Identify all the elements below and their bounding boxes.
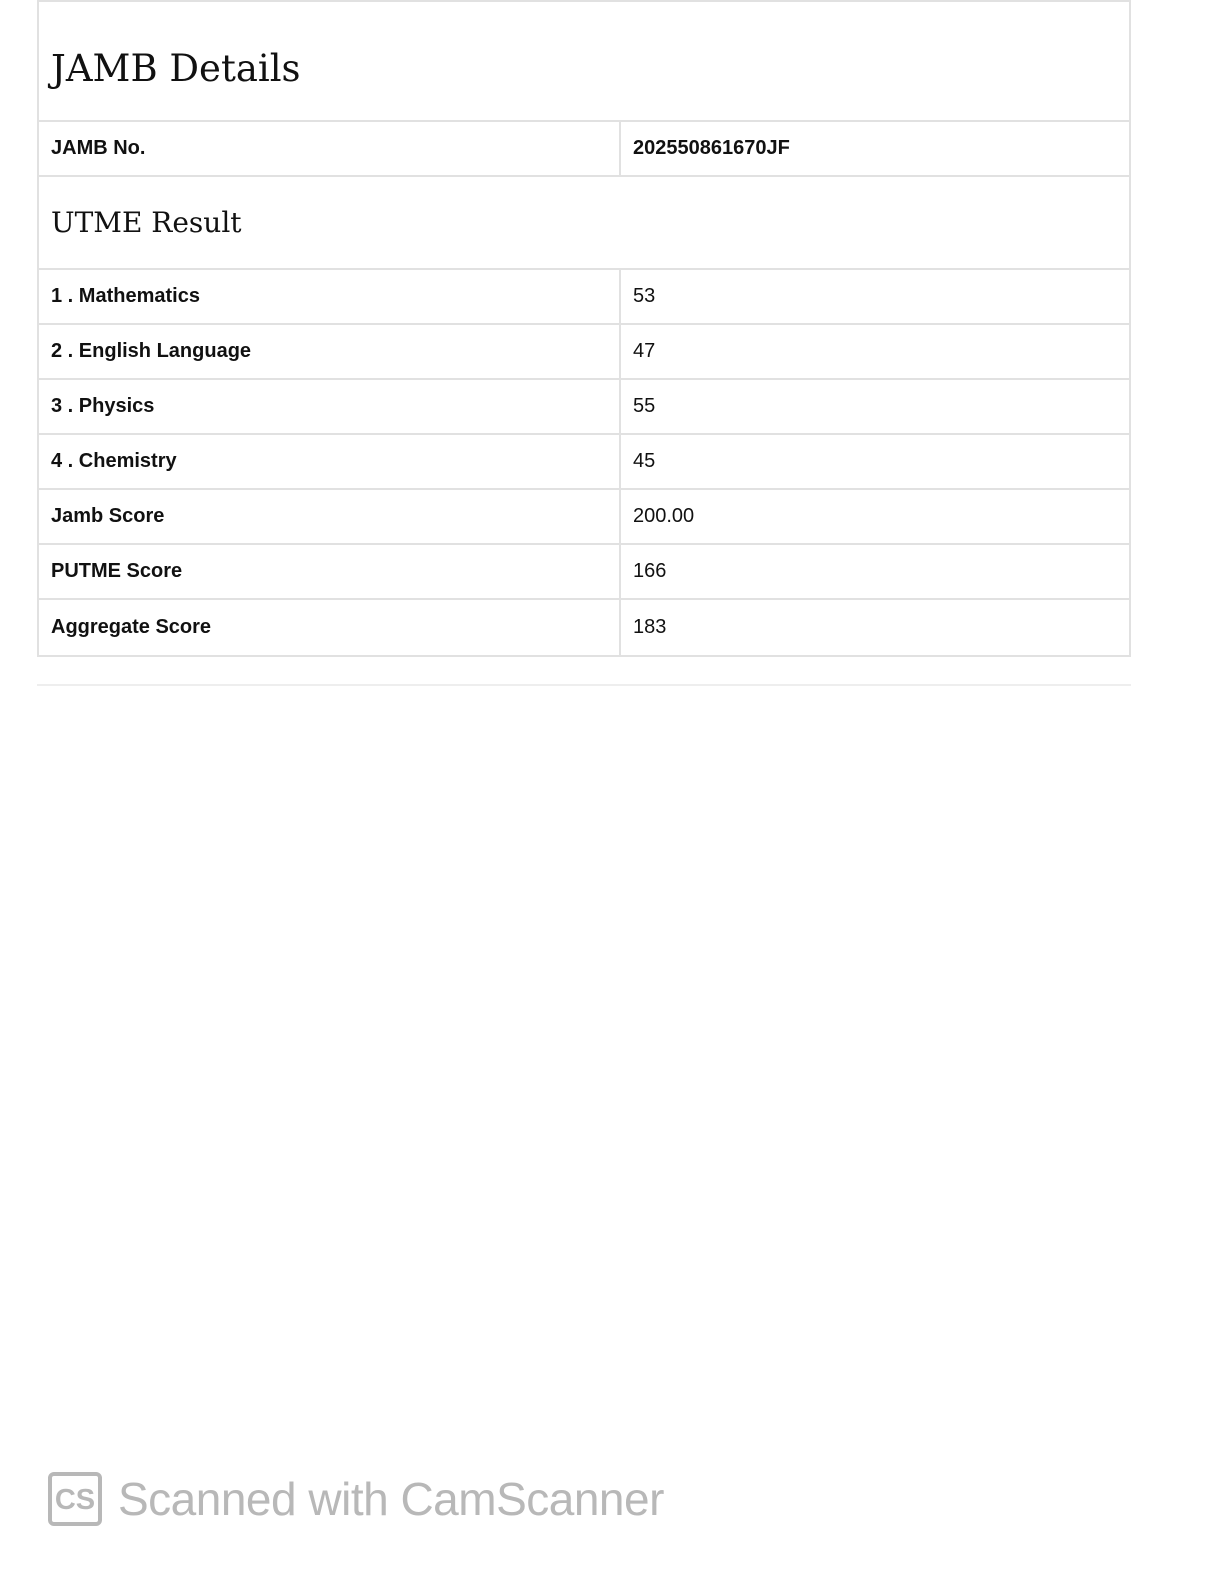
panel-title: JAMB Details (39, 2, 1129, 122)
subject-row (39, 380, 1129, 435)
putme-score-label: PUTME Score (39, 545, 621, 598)
jamb-score-value: 200.00 (633, 505, 695, 527)
subject-label: 1 . Mathematics (39, 270, 621, 323)
subject-row (39, 270, 1129, 325)
subject-label: 4 . Chemistry (39, 435, 621, 488)
subject-row (39, 325, 1129, 380)
jamb-details-panel (37, 0, 1131, 657)
subject-row (39, 435, 1129, 490)
jamb-score-row (39, 490, 1129, 545)
aggregate-score-row (39, 600, 1129, 655)
aggregate-score-value: 183 (633, 616, 667, 638)
utme-result-heading: UTME Result (39, 177, 1129, 270)
camscanner-logo-icon (48, 1472, 102, 1526)
jamb-number-value: 202550861670JF (633, 137, 790, 159)
putme-score-value: 166 (633, 560, 667, 582)
subject-label: 2 . English Language (39, 325, 621, 378)
logo-text: CS (54, 1484, 96, 1516)
watermark-text: Scanned with CamScanner (118, 1473, 664, 1525)
subject-label: 3 . Physics (39, 380, 621, 433)
subject-score: 55 (633, 395, 656, 417)
subject-score: 53 (633, 285, 656, 307)
subject-score: 45 (633, 450, 656, 472)
subject-score: 47 (633, 340, 656, 362)
aggregate-score-label: Aggregate Score (39, 600, 621, 655)
jamb-score-label: Jamb Score (39, 490, 621, 543)
jamb-number-label: JAMB No. (39, 122, 621, 175)
divider (37, 684, 1131, 686)
jamb-number-row (39, 122, 1129, 177)
camscanner-watermark (48, 1470, 664, 1528)
putme-score-row (39, 545, 1129, 600)
